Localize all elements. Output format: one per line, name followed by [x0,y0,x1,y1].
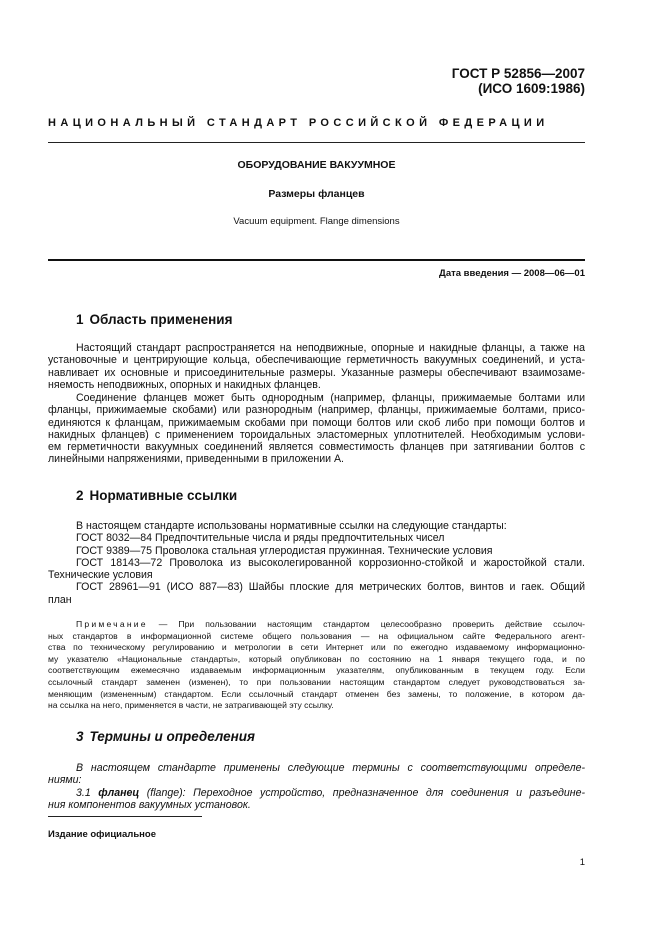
title-divider [48,259,585,261]
note-text: — При пользовании настоящим стандартом целесообразно проверить действие ссылоч- [147,619,585,629]
section-1-paragraph-1 [48,342,585,391]
section-number: 3 [76,729,84,744]
references-note [48,619,585,712]
text-line: линейными напряжениями, приведенными в приложении А. [48,453,344,466]
terms-intro-cont: ниями: [48,774,82,787]
section-title: Термины и определения [89,729,255,744]
note-line: ных стандартов в информационной системе общего пользования — на официальном сайте Федерального агент- [48,630,585,641]
page-number: 1 [579,857,585,868]
edition-label: Издание официальное [48,829,156,840]
note-line: ссылочный стандарт заменен (изменен), то при пользовании настоящим стандартом следует руководствоваться за- [48,676,585,687]
iso-equivalent: (ИСО 1609:1986) [478,81,585,96]
text-line: Настоящий стандарт распространяется на неподвижные, опорные и накидные фланцы, а также на [76,342,585,354]
text-line: навливает их основные и присоединительные размеры. Указанные размеры обеспечивают взаимозаме- [48,366,585,379]
text-line: няемость неподвижных, опорных и накидных фланцев. [48,378,321,391]
section-title: Область применения [89,312,233,327]
note-line: меняющим (измененным) стандартом. Если ссылочный стандарт отменен без замены, то положение, в котором да- [48,688,585,699]
standard-number: ГОСТ Р 52856—2007 [451,66,585,81]
note-line: на ссылка на него, применяется в части, не затрагивающей эту ссылку. [48,700,334,711]
footer-divider [48,816,202,817]
text-line: Соединение фланцев может быть однородным (например, фланцы, прижимаемые болтами или [76,392,585,404]
text-line: накидных фланцев) с применением тороидальных эластомерных уплотнителей. Необходимым услови- [48,428,585,441]
note-first-line [48,619,585,631]
section-1-heading [76,312,232,327]
reference-gost-18143: ГОСТ 18143—72 Проволока из высоколегированной коррозионно-стойкой и жаростойкой стали. [76,556,585,569]
section-2-heading [76,488,237,503]
note-line: соответствующим ежемесячно издаваемым информационным указателям, опубликованным в текущем году. Если [48,665,585,676]
term-definition: Переходное устройство, предназначенное для соединения и разъедине- [185,786,585,799]
term-flange [48,787,585,799]
reference-gost-9389: ГОСТ 9389—75 Проволока стальная углеродистая пружинная. Технические условия [76,544,493,557]
term-word: фланец [98,786,140,799]
standard-designation [452,66,585,96]
section-1-paragraph-2 [48,392,585,466]
reference-gost-8032: ГОСТ 8032—84 Предпочтительные числа и ряды предпочтительных чисел [76,532,445,545]
note-line: му указателю «Национальные стандарты», который опубликован по состоянию на 1 января текущего года, и по [48,653,585,664]
english-title: Vacuum equipment. Flange dimensions [233,216,400,227]
note-line: ства по техническому регулированию и метрологии в сети Интернет или по ежегодно издаваемому информационно- [48,642,585,653]
document-title: ОБОРУДОВАНИЕ ВАКУУМНОЕ [237,159,396,171]
terms-intro: В настоящем стандарте применены следующие термины с соответствующими определе- [76,762,585,774]
section-number: 2 [76,488,84,503]
header-divider [48,142,585,143]
term-definition-cont: ния компонентов вакуумных установок. [48,798,251,811]
national-standard-banner: НАЦИОНАЛЬНЫЙ СТАНДАРТ РОССИЙСКОЙ ФЕДЕРАЦИИ [48,117,549,129]
document-subtitle: Размеры фланцев [268,188,365,200]
reference-gost-28961: ГОСТ 28961—91 (ИСО 887—83) Шайбы плоские для метрических болтов, винтов и гаек. Общий [76,581,585,594]
terms-section [48,762,585,811]
text-line: ем герметичности вакуумных соединений является совместимость фланцев при затягивании болтов с [48,441,585,454]
section-title: Нормативные ссылки [89,488,238,503]
section-number: 1 [76,312,84,327]
text-line: единяются к фланцам, прижимаемым скобами при помощи болтов или скоб либо при помощи болтов и [48,416,585,429]
references-intro: В настоящем стандарте использованы нормативные ссылки на следующие стандарты: [76,520,507,532]
term-english: (flange): [139,786,186,799]
section-3-heading [76,729,255,744]
text-line: фланцы, прижимаемые скобами) или разнородным (например, фланцы, прижимаемые болтами, присо- [48,404,585,417]
introduction-date: Дата введения — 2008—06—01 [439,268,585,279]
reference-gost-28961-cont: план [48,593,72,606]
note-label: Примечание [76,619,148,629]
term-number: 3.1 [76,786,91,799]
text-line: установочные и центрирующие кольца, обеспечивающие герметичность вакуумных соединений, и уста- [48,354,585,367]
normative-references [48,520,585,606]
reference-gost-18143-cont: Технические условия [48,569,153,582]
